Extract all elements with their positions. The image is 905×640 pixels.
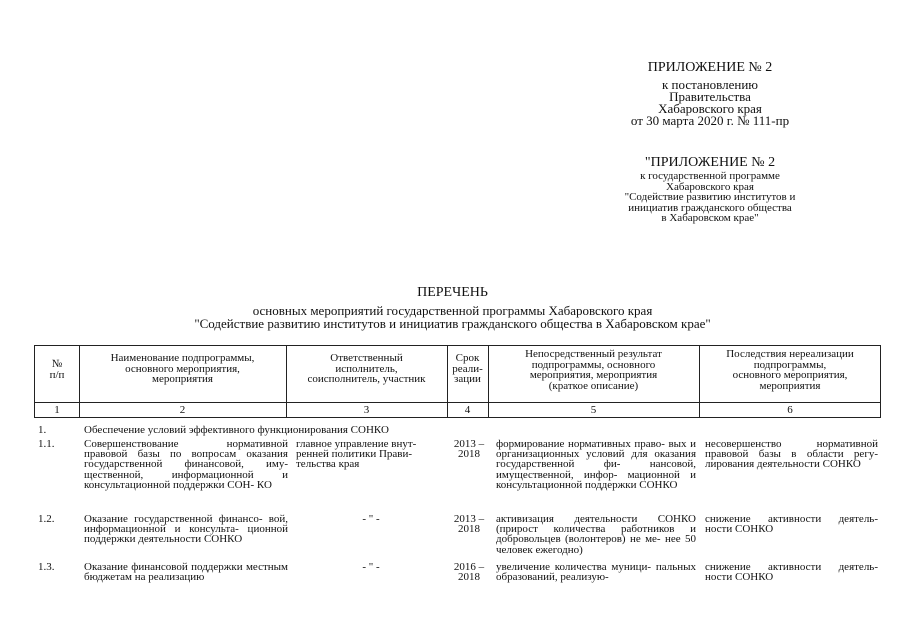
column-header-period: Срок реали- зации xyxy=(452,352,483,385)
document-subtitle xyxy=(120,305,785,330)
column-number: 1 xyxy=(54,404,60,416)
row-consequence: несовершенство нормативной правовой базы в области регу- лирования деятельности СОНКО xyxy=(705,438,878,471)
row-name: Оказание государственной финансо- вой, информационной и консульта- ционной поддержки деятельности СОНКО xyxy=(84,513,288,546)
column-header-result: Непосредственный результат подпрограммы, основного мероприятия, мероприятия (краткое описание) xyxy=(525,348,662,392)
column-number: 4 xyxy=(464,404,471,416)
program-appendix-line: к государственной программе xyxy=(640,170,780,182)
row-number: 1.2. xyxy=(38,513,55,525)
section-title: Обеспечение условий эффективного функционирования СОНКО xyxy=(84,424,389,436)
row-executor: - " - xyxy=(362,513,380,525)
row-number: 1.1. xyxy=(38,438,55,450)
row-consequence: снижение активности деятель- ности СОНКО xyxy=(705,513,878,536)
appendix-line: Хабаровского края xyxy=(658,101,762,116)
column-number: 5 xyxy=(590,404,597,416)
program-appendix-title: "ПРИЛОЖЕНИЕ № 2 xyxy=(644,155,776,170)
program-appendix-line: в Хабаровском крае" xyxy=(661,212,759,224)
row-period: 2013 – 2018 xyxy=(453,513,485,536)
row-result: активизация деятельности СОНКО (прирост количества работников и добровольцев (волонтеров) не ме- нее 50 человек ежегодно) xyxy=(496,513,696,556)
row-period: 2013 – 2018 xyxy=(453,438,485,461)
appendix-line: к постановлению xyxy=(661,77,759,92)
subtitle-line: "Содействие развитию институтов и инициатив гражданского общества в Хабаровском крае" xyxy=(194,315,711,331)
column-header-name: Наименование подпрограммы, основного мероприятия, мероприятия xyxy=(110,352,255,385)
column-header-consequence: Последствия нереализации подпрограммы, основного мероприятия, мероприятия xyxy=(726,348,854,392)
appendix-title: ПРИЛОЖЕНИЕ № 2 xyxy=(647,60,773,75)
document-title: ПЕРЕЧЕНЬ xyxy=(417,285,488,300)
column-number: 2 xyxy=(179,404,186,416)
table-header xyxy=(34,345,881,418)
subtitle-line: основных мероприятий государственной программы Хабаровского края xyxy=(252,303,653,318)
program-appendix-line: "Содействие развитию институтов и xyxy=(624,191,796,203)
program-appendix-line: Хабаровского края xyxy=(666,180,754,193)
column-header-executor: Ответственный исполнитель, соисполнитель, участник xyxy=(307,352,426,385)
column-number: 3 xyxy=(363,404,370,416)
program-appendix-header xyxy=(600,155,820,224)
column-number: 6 xyxy=(787,404,793,416)
section-number: 1. xyxy=(38,424,47,436)
appendix-header xyxy=(600,60,820,127)
row-consequence: снижение активности деятель- ности СОНКО xyxy=(705,561,878,584)
program-appendix-line: инициатив гражданского общества xyxy=(628,201,792,214)
row-executor: главное управление внут- ренней политики Прави- тельства края xyxy=(296,438,417,471)
appendix-line: от 30 марта 2020 г. № 111-пр xyxy=(630,113,790,128)
row-executor: - " - xyxy=(362,561,380,573)
row-period: 2016 – 2018 xyxy=(453,561,485,584)
row-name: Совершенствование нормативной правовой базы по вопросам оказания государственной финансовой, иму- щественной, информационной и консультационной поддержки СОН- КО xyxy=(84,438,288,491)
row-result: формирование нормативных право- вых и организационных условий для оказания государственной фи- нансовой, имущественной, инфор- мационной и консультационной поддержки СОНКО xyxy=(496,438,696,491)
appendix-line: Правительства xyxy=(669,89,751,104)
row-result: увеличение количества муници- пальных образований, реализую- xyxy=(496,561,696,584)
row-divider xyxy=(35,402,880,403)
row-number: 1.3. xyxy=(38,561,55,573)
column-header-number: № п/п xyxy=(49,358,65,381)
row-name: Оказание финансовой поддержки местным бюджетам на реализацию xyxy=(84,561,288,584)
